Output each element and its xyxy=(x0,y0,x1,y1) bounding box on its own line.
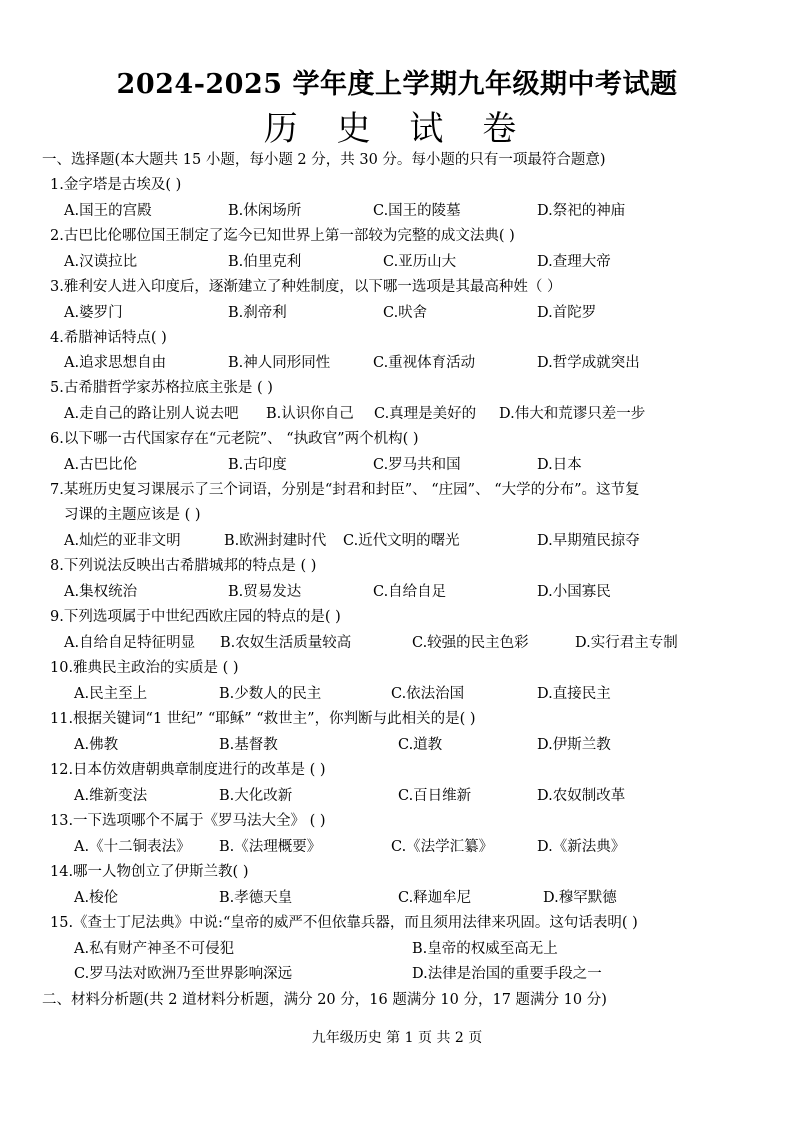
option-d: D.实行君主专制 xyxy=(575,635,678,651)
option-d: D.农奴制改革 xyxy=(537,788,626,804)
question-stem: 8.下列说法反映出古希腊城邦的特点是 ( ) xyxy=(50,558,317,574)
question-stem-continued: 习课的主题应该是 ( ) xyxy=(64,507,201,523)
option-b: B.大化改新 xyxy=(219,788,293,804)
option-a: A.追求思想自由 xyxy=(64,355,167,371)
question-stem: 10.雅典民主政治的实质是 ( ) xyxy=(50,660,239,676)
option-b: B.少数人的民主 xyxy=(219,686,322,702)
option-b: B.皇帝的权威至高无上 xyxy=(412,941,558,957)
section-two-heading: 二、材料分析题(共 2 道材料分析题，满分 20 分，16 题满分 10 分，17 题满分 10 分) xyxy=(42,992,607,1008)
option-d: D.早期殖民掠夺 xyxy=(537,533,640,549)
option-d: D.小国寡民 xyxy=(537,584,611,600)
option-d: D.伊斯兰教 xyxy=(537,737,611,753)
option-a: A.佛教 xyxy=(74,737,119,753)
option-a: A.梭伦 xyxy=(74,890,119,906)
option-c: C.依法治国 xyxy=(391,686,465,702)
option-b: B.农奴生活质量较高 xyxy=(220,635,352,651)
option-a: A.汉谟拉比 xyxy=(64,254,138,270)
section-one-heading: 一、选择题(本大题共 15 小题，每小题 2 分，共 30 分。每小题的只有一项最符合题意) xyxy=(42,152,606,168)
option-c: C.真理是美好的 xyxy=(374,406,477,422)
option-c: C.近代文明的曙光 xyxy=(343,533,460,549)
question-stem: 12.日本仿效唐朝典章制度进行的改革是 ( ) xyxy=(50,762,326,778)
option-a: A.婆罗门 xyxy=(64,305,123,321)
option-d: D.穆罕默德 xyxy=(543,890,617,906)
option-c: C.吠舍 xyxy=(383,305,428,321)
question-stem: 6.以下哪一古代国家存在“元老院”、 “执政官”两个机构( ) xyxy=(50,431,419,447)
option-b: B.刹帝利 xyxy=(228,305,287,321)
exam-subtitle: 历 史 试 卷 xyxy=(263,109,531,149)
option-d: D.伟大和荒谬只差一步 xyxy=(499,406,646,422)
option-a: A.维新变法 xyxy=(74,788,148,804)
option-b: B.休闲场所 xyxy=(228,203,302,219)
option-d: D.日本 xyxy=(537,457,582,473)
option-c: C.罗马法对欧洲乃至世界影响深远 xyxy=(74,966,293,982)
option-b: B.贸易发达 xyxy=(228,584,302,600)
option-b: B.神人同形同性 xyxy=(228,355,331,371)
question-stem: 13.一下选项哪个不属于《罗马法大全》 ( ) xyxy=(50,813,326,829)
question-stem: 5.古希腊哲学家苏格拉底主张是 ( ) xyxy=(50,380,273,396)
exam-title: 2024-2025 学年度上学期九年级期中考试题 xyxy=(116,69,678,100)
question-stem: 15.《查士丁尼法典》中说:“皇帝的威严不但依靠兵器，而且须用法律来巩固。这句话表明( ) xyxy=(50,915,638,931)
option-b: B.认识你自己 xyxy=(266,406,354,422)
question-stem: 11.根据关键词“1 世纪” “耶稣” “救世主”，你判断与此相关的是( ) xyxy=(50,711,476,727)
option-a: A.古巴比伦 xyxy=(64,457,138,473)
option-a: A.《十二铜表法》 xyxy=(74,839,191,855)
option-a: A.灿烂的亚非文明 xyxy=(64,533,181,549)
page-footer: 九年级历史 第 1 页 共 2 页 xyxy=(311,1030,483,1046)
option-d: D.哲学成就突出 xyxy=(537,355,640,371)
question-stem: 9.下列选项属于中世纪西欧庄园的特点的是( ) xyxy=(50,609,341,625)
option-d: D.查理大帝 xyxy=(537,254,611,270)
option-a: A.集权统治 xyxy=(64,584,138,600)
option-c: C.重视体育活动 xyxy=(373,355,476,371)
option-d: D.直接民主 xyxy=(537,686,611,702)
option-c: C.较强的民主色彩 xyxy=(412,635,529,651)
question-stem: 1.金字塔是古埃及( ) xyxy=(50,177,182,193)
option-d: D.法律是治国的重要手段之一 xyxy=(412,966,602,982)
option-b: B.伯里克利 xyxy=(228,254,302,270)
question-stem: 7.某班历史复习课展示了三个词语，分别是“封君和封臣”、 “庄园”、 “大学的分布”。这节复 xyxy=(50,482,640,498)
option-a: A.民主至上 xyxy=(74,686,148,702)
option-c: C.罗马共和国 xyxy=(373,457,461,473)
option-d: D.《新法典》 xyxy=(537,839,626,855)
question-stem: 3.雅利安人进入印度后，逐渐建立了种姓制度，以下哪一选项是其最高种姓（ ） xyxy=(50,279,562,295)
option-d: D.首陀罗 xyxy=(537,305,597,321)
option-c: C.亚历山大 xyxy=(383,254,457,270)
question-stem: 4.希腊神话特点( ) xyxy=(50,330,167,346)
option-c: C.道教 xyxy=(398,737,443,753)
option-a: A.国王的宫殿 xyxy=(64,203,152,219)
question-stem: 14.哪一人物创立了伊斯兰教( ) xyxy=(50,864,249,880)
option-b: B.基督教 xyxy=(219,737,278,753)
option-c: C.百日维新 xyxy=(398,788,472,804)
option-b: B.《法理概要》 xyxy=(219,839,322,855)
option-a: A.私有财产神圣不可侵犯 xyxy=(74,941,235,957)
option-c: C.《法学汇纂》 xyxy=(391,839,494,855)
question-stem: 2.古巴比伦哪位国王制定了迄今已知世界上第一部较为完整的成文法典( ) xyxy=(50,228,515,244)
option-a: A.自给自足特征明显 xyxy=(64,635,196,651)
option-c: C.自给自足 xyxy=(373,584,447,600)
option-b: B.欧洲封建时代 xyxy=(224,533,327,549)
option-a: A.走自己的路让别人说去吧 xyxy=(64,406,239,422)
option-b: B.古印度 xyxy=(228,457,287,473)
option-c: C.释迦牟尼 xyxy=(398,890,472,906)
option-d: D.祭祀的神庙 xyxy=(537,203,626,219)
option-c: C.国王的陵墓 xyxy=(373,203,461,219)
option-b: B.孝德天皇 xyxy=(219,890,293,906)
